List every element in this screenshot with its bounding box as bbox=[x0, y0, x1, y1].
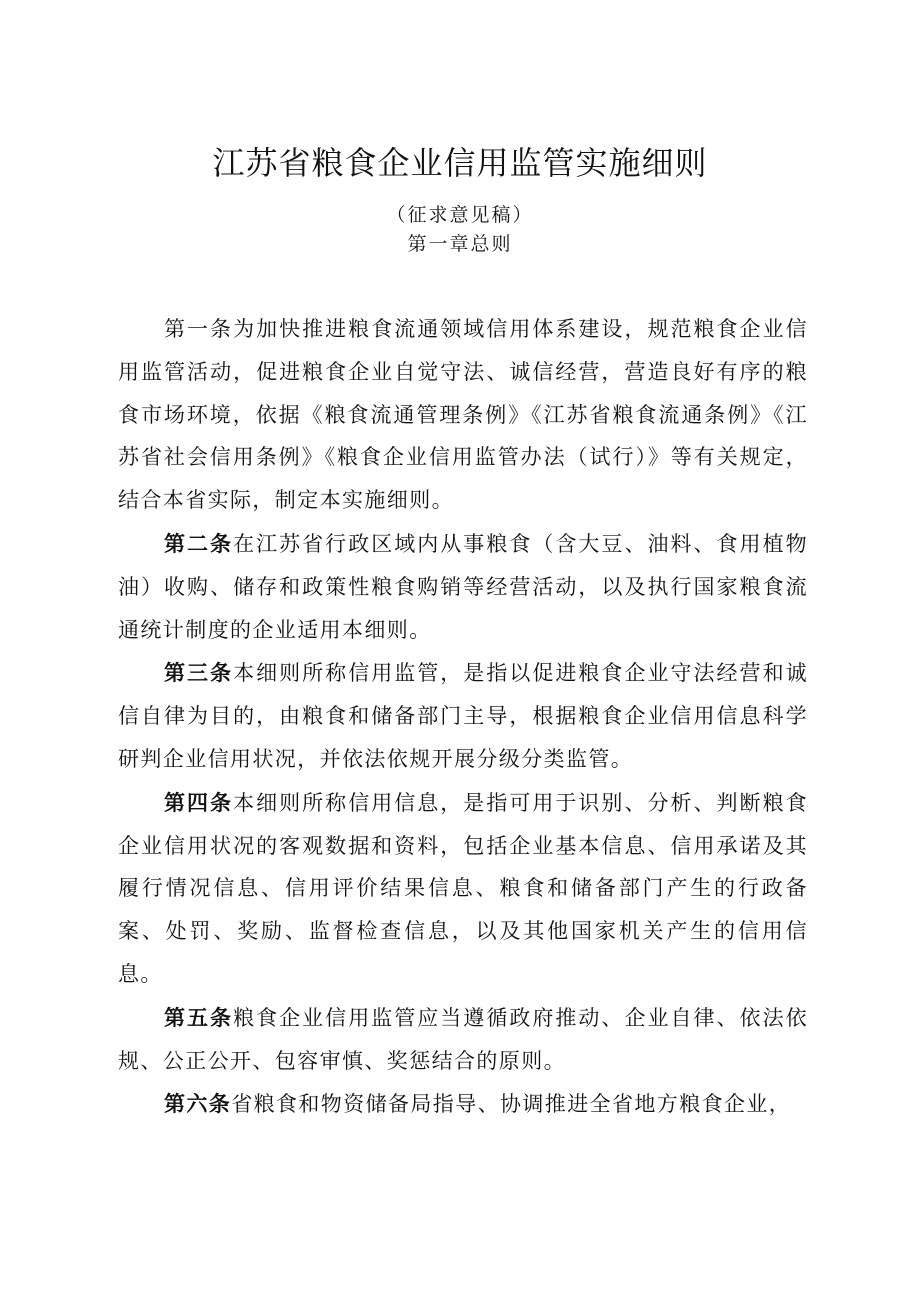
article-heading: 第四条 bbox=[164, 790, 234, 815]
article-2 bbox=[118, 523, 808, 651]
draft-notice: （征求意见稿） bbox=[386, 204, 534, 226]
article-5 bbox=[118, 997, 808, 1083]
article-heading: 第六条 bbox=[164, 1092, 232, 1117]
article-text: 省粮食和物资储备局指导、协调推进全省地方粮食企业， bbox=[231, 1092, 792, 1117]
article-text: 粮食企业信用监管应当遵循政府推动、企业自律、依法依规、公正公开、包容审慎、奖惩结合的原则。 bbox=[118, 1005, 809, 1073]
article-heading: 第五条 bbox=[164, 1005, 234, 1030]
article-heading: 第二条 bbox=[164, 531, 234, 556]
article-text: 在江苏省行政区域内从事粮食（含大豆、油料、食用植物油）收购、储存和政策性粮食购销等经营活动，以及执行国家粮食流通统计制度的企业适用本细则。 bbox=[118, 531, 809, 642]
article-text: 本细则所称信用信息，是指可用于识别、分析、判断粮食企业信用状况的客观数据和资料，包括企业基本信息、信用承诺及其履行情况信息、信用评价结果信息、粮食和储备部门产生的行政备案、处罚、奖励、监督检查信息，以及其他国家机关产生的信用信息。 bbox=[118, 790, 809, 986]
article-text: 第一条为加快推进粮食流通领域信用体系建设，规范粮食企业信用监管活动，促进粮食企业自觉守法、诚信经营，营造良好有序的粮食市场环境，依据《粮食流通管理条例》《江苏省粮食流通条例》《江苏省社会信用条例》《粮食企业信用监管办法（试行）》等有关规定，结合本省实际，制定本实施细则。 bbox=[118, 317, 808, 513]
chapter-heading: 第一章总则 bbox=[407, 233, 513, 255]
article-heading: 第三条 bbox=[164, 661, 234, 686]
article-4 bbox=[118, 782, 808, 996]
document-body bbox=[118, 308, 808, 1127]
article-1 bbox=[118, 308, 808, 522]
document-title: 江苏省粮食企业信用监管实施细则 bbox=[212, 144, 708, 182]
article-3 bbox=[118, 652, 808, 780]
article-6 bbox=[118, 1083, 808, 1126]
article-text: 本细则所称信用监管，是指以促进粮食企业守法经营和诚信自律为目的，由粮食和储备部门主导，根据粮食企业信用信息科学研判企业信用状况，并依法依规开展分级分类监管。 bbox=[118, 661, 809, 771]
